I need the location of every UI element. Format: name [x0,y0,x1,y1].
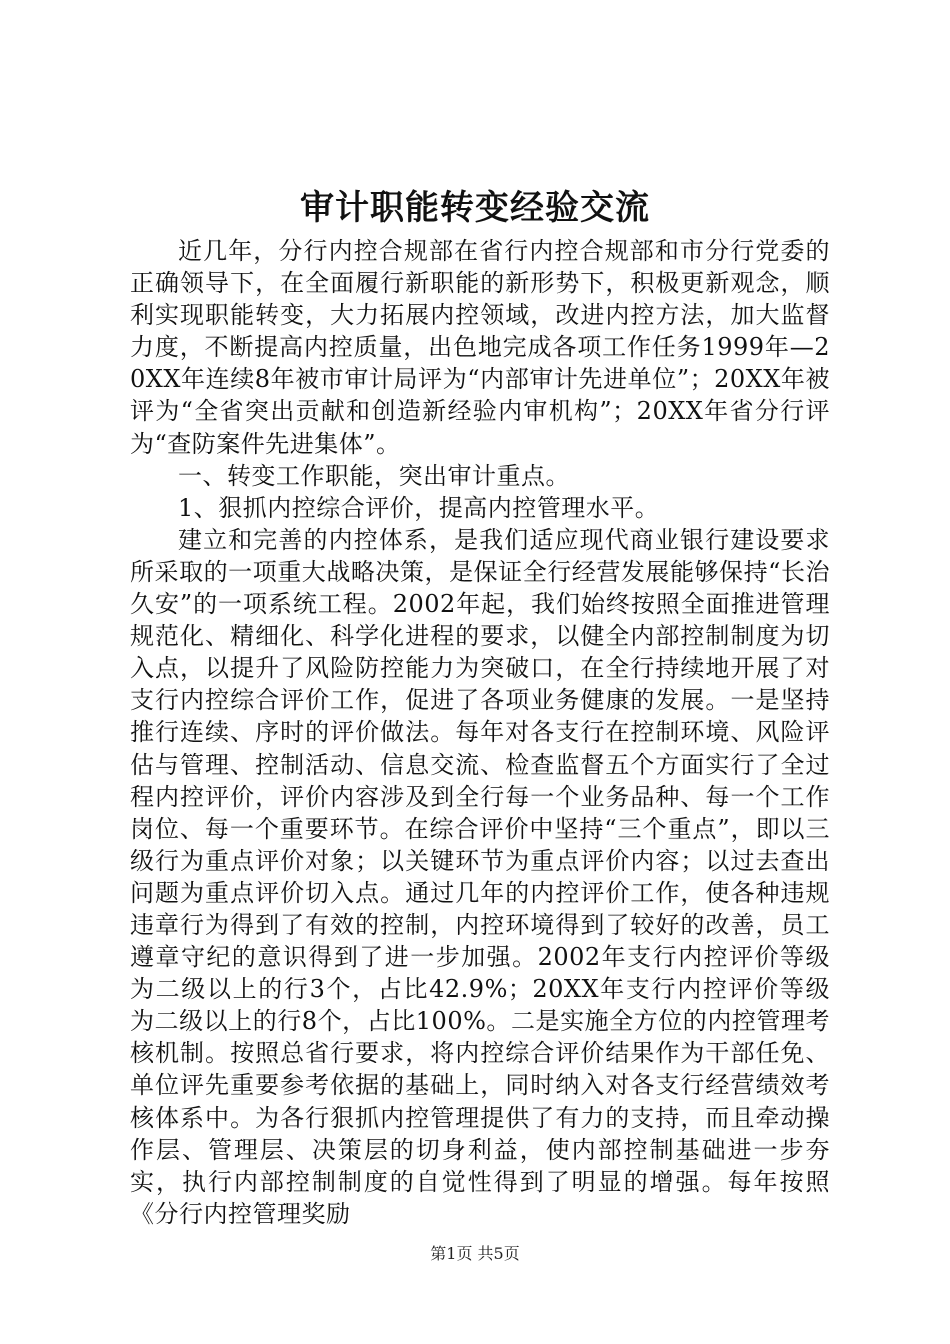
subsection-heading: 1、狠抓内控综合评价，提高内控管理水平。 [178,493,660,522]
document-body [130,235,830,1230]
paragraph-body: 建立和完善的内控体系，是我们适应现代商业银行建设要求所采取的一项重大战略决策，是保证全行经营发展能够保持“长治久安”的一项系统工程。2002年起，我们始终按照全面推进管理规范化、精细化、科学化进程的要求，以健全内部控制制度为切入点，以提升了风险防控能力为突破口，在全行持续地开展了对支行内控综合评价工作，促进了各项业务健康的发展。一是坚持推行连续、序时的评价做法。每年对各支行在控制环境、风险评估与管理、控制活动、信息交流、检查监督五个方面实行了全过程内控评价，评价内容涉及到全行每一个业务品种、每一个工作岗位、每一个重要环节。在综合评价中坚持“三个重点”，即以三级行为重点评价对象；以关键环节为重点评价内容；以过去查出问题为重点评价切入点。通过几年的内控评价工作，使各种违规违章行为得到了有效的控制，内控环境得到了较好的改善，员工遵章守纪的意识得到了进一步加强。2002年支行内控评价等级为二级以上的行3个，占比42.9%；20XX年支行内控评价等级为二级以上的行8个，占比100%。二是实施全方位的内控管理考核机制。按照总省行要求，将内控综合评价结果作为干部任免、单位评先重要参考依据的基础上，同时纳入对各支行经营绩效考核体系中。为各行狠抓内控管理提供了有力的支持，而且牵动操作层、管理层、决策层的切身利益，使内部控制基础进一步夯实，执行内部控制制度的自觉性得到了明显的增强。每年按照《分行内控管理奖励 [130,525,830,1228]
page-footer: 第1页 共5页 [430,1244,520,1263]
paragraph-intro: 近几年，分行内控合规部在省行内控合规部和市分行党委的正确领导下，在全面履行新职能的新形势下，积极更新观念，顺利实现职能转变，大力拓展内控领域，改进内控方法，加大监督力度，不断提高内控质量，出色地完成各项工作任务1999年—20XX年连续8年被市审计局评为“内部审计先进单位”；20XX年被评为“全省突出贡献和创造新经验内审机构”；20XX年省分行评为“查防案件先进集体”。 [130,237,830,458]
section-heading: 一、转变工作职能，突出审计重点。 [178,461,570,490]
document-title: 审计职能转变经验交流 [300,188,650,228]
